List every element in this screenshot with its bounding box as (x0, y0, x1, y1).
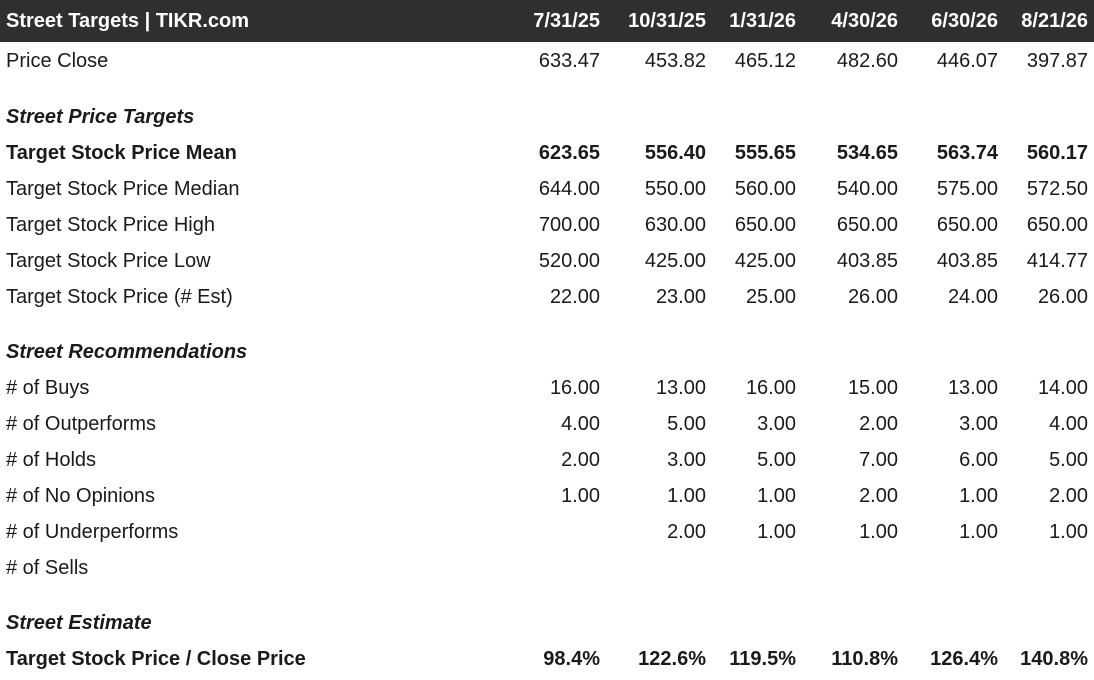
cell-value: 575.00 (936, 177, 998, 200)
row-holds (0, 442, 1094, 478)
cell-value: 13.00 (655, 376, 706, 399)
cell-value: 16.00 (745, 376, 796, 399)
cell-value: 2.00 (561, 448, 600, 471)
cell-value: 572.50 (1026, 177, 1088, 200)
row-underperforms (0, 514, 1094, 550)
section-street-recommendations (0, 334, 1094, 370)
cell-value: 650.00 (836, 213, 898, 236)
cell-value: 540.00 (836, 177, 898, 200)
cell-value (712, 550, 802, 586)
cell-value (1004, 550, 1094, 586)
header-row (0, 0, 1094, 42)
section-label: Street Price Targets (6, 105, 195, 128)
row-sells (0, 550, 1094, 586)
column-date: 8/21/26 (1021, 9, 1088, 32)
cell-value (802, 550, 904, 586)
spacer-row (0, 80, 1094, 99)
cell-value: 126.4% (930, 647, 998, 670)
cell-value: 23.00 (655, 285, 706, 308)
cell-value: 7.00 (859, 448, 898, 471)
cell-value: 555.65 (734, 141, 796, 164)
cell-value: 26.00 (847, 285, 898, 308)
row-target-median (0, 171, 1094, 207)
cell-value: 4.00 (561, 412, 600, 435)
cell-value: 98.4% (543, 647, 600, 670)
cell-value: 122.6% (638, 647, 706, 670)
cell-value: 550.00 (644, 177, 706, 200)
section-street-estimate (0, 605, 1094, 641)
cell-value: 13.00 (947, 376, 998, 399)
column-date: 6/30/26 (931, 9, 998, 32)
cell-value: 1.00 (959, 484, 998, 507)
cell-value: 650.00 (734, 213, 796, 236)
cell-value: 425.00 (644, 249, 706, 272)
cell-value: 650.00 (936, 213, 998, 236)
cell-value: 1.00 (757, 520, 796, 543)
cell-value: 3.00 (667, 448, 706, 471)
cell-value: 2.00 (1049, 484, 1088, 507)
cell-value: 26.00 (1037, 285, 1088, 308)
cell-value: 14.00 (1037, 376, 1088, 399)
row-label: Target Stock Price (# Est) (6, 285, 233, 308)
cell-value: 630.00 (644, 213, 706, 236)
row-target-mean (0, 135, 1094, 171)
section-street-price-targets (0, 99, 1094, 135)
cell-value (508, 514, 606, 550)
row-label: # of Sells (6, 556, 89, 579)
cell-value: 650.00 (1026, 213, 1088, 236)
cell-value: 560.00 (734, 177, 796, 200)
cell-value: 425.00 (734, 249, 796, 272)
section-label: Street Recommendations (6, 340, 248, 363)
cell-value: 446.07 (936, 49, 998, 72)
cell-value: 1.00 (667, 484, 706, 507)
cell-value: 453.82 (644, 49, 706, 72)
cell-value: 563.74 (936, 141, 998, 164)
row-buys (0, 370, 1094, 406)
row-label: Target Stock Price Low (6, 249, 211, 272)
cell-value: 24.00 (947, 285, 998, 308)
cell-value: 623.65 (538, 141, 600, 164)
row-target-num-est (0, 279, 1094, 315)
cell-value: 403.85 (836, 249, 898, 272)
cell-value: 15.00 (847, 376, 898, 399)
row-label: # of Holds (6, 448, 97, 471)
table-title: Street Targets | TIKR.com (6, 9, 250, 32)
cell-value: 5.00 (667, 412, 706, 435)
cell-value (508, 550, 606, 586)
cell-value: 482.60 (836, 49, 898, 72)
cell-value: 397.87 (1026, 49, 1088, 72)
row-label: # of Underperforms (6, 520, 179, 543)
spacer-row (0, 586, 1094, 605)
cell-value: 3.00 (959, 412, 998, 435)
cell-value: 4.00 (1049, 412, 1088, 435)
cell-value: 3.00 (757, 412, 796, 435)
cell-value: 110.8% (831, 647, 898, 670)
row-label: Target Stock Price Median (6, 177, 240, 200)
cell-value: 119.5% (729, 647, 796, 670)
row-target-high (0, 207, 1094, 243)
cell-value: 2.00 (859, 484, 898, 507)
cell-value: 700.00 (538, 213, 600, 236)
cell-value: 2.00 (859, 412, 898, 435)
row-label: # of No Opinions (6, 484, 155, 507)
cell-value: 465.12 (734, 49, 796, 72)
row-label: # of Outperforms (6, 412, 157, 435)
cell-value: 520.00 (538, 249, 600, 272)
row-label: Target Stock Price Mean (6, 141, 237, 164)
cell-value: 5.00 (757, 448, 796, 471)
cell-value: 414.77 (1026, 249, 1088, 272)
section-label: Street Estimate (6, 611, 152, 634)
row-price-close (0, 42, 1094, 80)
cell-value: 644.00 (538, 177, 600, 200)
cell-value: 560.17 (1026, 141, 1088, 164)
cell-value: 403.85 (936, 249, 998, 272)
column-date: 1/31/26 (729, 9, 796, 32)
cell-value: 140.8% (1020, 647, 1088, 670)
row-outperforms (0, 406, 1094, 442)
row-target-low (0, 243, 1094, 279)
cell-value: 25.00 (745, 285, 796, 308)
cell-value: 1.00 (757, 484, 796, 507)
cell-value: 534.65 (836, 141, 898, 164)
cell-value: 1.00 (1049, 520, 1088, 543)
row-label: Target Stock Price / Close Price (6, 647, 306, 670)
cell-value: 1.00 (561, 484, 600, 507)
cell-value: 16.00 (549, 376, 600, 399)
row-label: # of Buys (6, 376, 90, 399)
spacer-row (0, 315, 1094, 334)
cell-value: 2.00 (667, 520, 706, 543)
column-date: 10/31/25 (628, 9, 706, 32)
cell-value: 22.00 (549, 285, 600, 308)
column-date: 7/31/25 (533, 9, 600, 32)
row-target-close-ratio (0, 641, 1094, 677)
row-no-opinions (0, 478, 1094, 514)
cell-value: 556.40 (644, 141, 706, 164)
row-label: Price Close (6, 49, 109, 72)
cell-value (904, 550, 1004, 586)
cell-value: 1.00 (859, 520, 898, 543)
cell-value: 5.00 (1049, 448, 1088, 471)
cell-value (606, 550, 712, 586)
cell-value: 1.00 (959, 520, 998, 543)
cell-value: 633.47 (538, 49, 600, 72)
row-label: Target Stock Price High (6, 213, 215, 236)
column-date: 4/30/26 (831, 9, 898, 32)
cell-value: 6.00 (959, 448, 998, 471)
